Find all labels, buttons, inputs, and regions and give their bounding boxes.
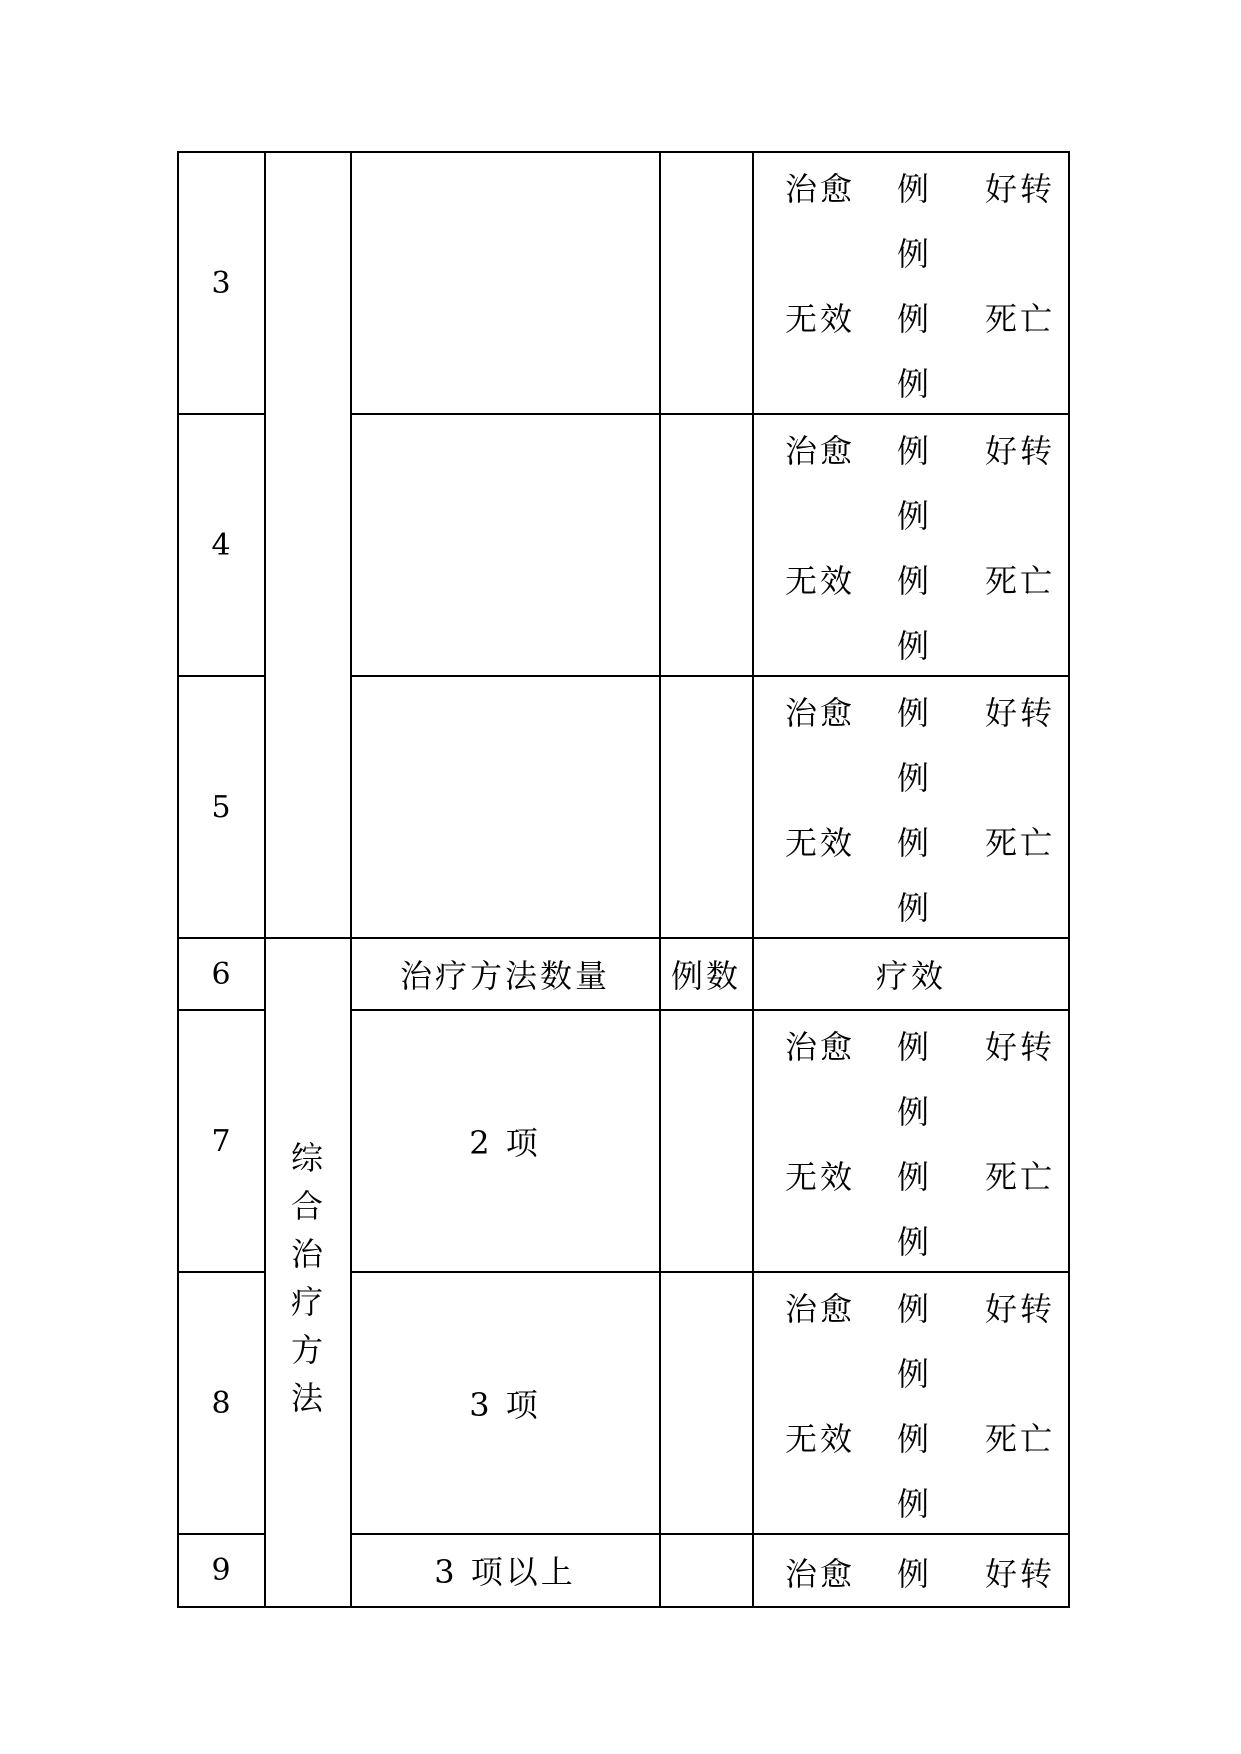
outcome-cured: 治愈	[785, 694, 856, 732]
outcome-unit: 例	[897, 497, 933, 535]
outcome-died: 死亡	[985, 824, 1056, 862]
header-effect: 疗效	[875, 957, 946, 995]
outcome-unit: 例	[897, 1158, 933, 1196]
row-number-8: 8	[211, 1385, 231, 1421]
grid-line	[177, 151, 1070, 153]
outcome-unit: 例	[897, 365, 933, 403]
row-number-4: 4	[211, 527, 231, 563]
outcome-unit: 例	[897, 1555, 933, 1593]
outcome-unit: 例	[897, 1355, 933, 1393]
grid-line	[177, 1009, 265, 1011]
outcome-cured: 治愈	[785, 1290, 856, 1328]
grid-line	[350, 1533, 1070, 1535]
outcome-unit: 例	[897, 759, 933, 797]
category-char: 法	[290, 1379, 323, 1417]
outcome-unit: 例	[897, 1485, 933, 1523]
outcome-unit: 例	[897, 1223, 933, 1261]
grid-line	[177, 937, 1070, 939]
grid-line	[350, 1009, 1070, 1011]
outcome-died: 死亡	[985, 300, 1056, 338]
outcome-cured: 治愈	[785, 432, 856, 470]
grid-line	[177, 151, 179, 1607]
outcome-improved: 好转	[985, 694, 1056, 732]
grid-line	[177, 1533, 265, 1535]
grid-line	[177, 1606, 1070, 1608]
grid-line	[752, 151, 754, 1607]
outcome-ineffective: 无效	[785, 562, 856, 600]
grid-line	[177, 413, 265, 415]
outcome-improved: 好转	[985, 1028, 1056, 1066]
category-label-comprehensive-treatment	[264, 1134, 350, 1422]
category-char: 综	[290, 1139, 323, 1177]
category-char: 合	[290, 1187, 323, 1225]
category-char: 方	[290, 1331, 323, 1369]
outcome-improved: 好转	[985, 1555, 1056, 1593]
grid-line	[177, 1271, 265, 1273]
category-char: 治	[290, 1235, 323, 1273]
row-number-9: 9	[211, 1552, 231, 1588]
outcome-unit: 例	[897, 889, 933, 927]
outcome-unit: 例	[897, 300, 933, 338]
outcome-unit: 例	[897, 1290, 933, 1328]
header-cases: 例数	[670, 957, 741, 995]
outcome-ineffective: 无效	[785, 824, 856, 862]
method-count-3-plus: 3 项以上	[434, 1553, 576, 1591]
outcome-improved: 好转	[985, 170, 1056, 208]
outcome-improved: 好转	[985, 1290, 1056, 1328]
outcome-cured: 治愈	[785, 170, 856, 208]
outcome-ineffective: 无效	[785, 1158, 856, 1196]
row-number-5: 5	[211, 789, 231, 825]
outcome-died: 死亡	[985, 562, 1056, 600]
grid-line	[177, 675, 265, 677]
grid-line	[350, 413, 1070, 415]
outcome-unit: 例	[897, 1028, 933, 1066]
grid-line	[350, 1271, 1070, 1273]
outcome-died: 死亡	[985, 1420, 1056, 1458]
row-number-3: 3	[211, 265, 231, 301]
grid-line	[1068, 151, 1070, 1607]
outcome-unit: 例	[897, 1420, 933, 1458]
outcome-unit: 例	[897, 170, 933, 208]
outcome-unit: 例	[897, 627, 933, 665]
outcome-died: 死亡	[985, 1158, 1056, 1196]
outcome-unit: 例	[897, 562, 933, 600]
method-count-3: 3 项	[469, 1386, 541, 1424]
outcome-cured: 治愈	[785, 1028, 856, 1066]
row-number-7: 7	[211, 1123, 231, 1159]
outcome-unit: 例	[897, 235, 933, 273]
category-char: 疗	[290, 1283, 323, 1321]
outcome-unit: 例	[897, 1093, 933, 1131]
outcome-unit: 例	[897, 432, 933, 470]
header-method-count: 治疗方法数量	[399, 957, 610, 995]
outcome-cured: 治愈	[785, 1555, 856, 1593]
outcome-unit: 例	[897, 824, 933, 862]
grid-line	[350, 675, 1070, 677]
method-count-2: 2 项	[469, 1124, 541, 1162]
outcome-ineffective: 无效	[785, 1420, 856, 1458]
grid-line	[264, 151, 266, 1607]
grid-line	[659, 151, 661, 1607]
grid-line	[350, 151, 352, 1607]
outcome-improved: 好转	[985, 432, 1056, 470]
outcome-unit: 例	[897, 694, 933, 732]
outcome-ineffective: 无效	[785, 300, 856, 338]
row-number-6: 6	[211, 956, 231, 992]
